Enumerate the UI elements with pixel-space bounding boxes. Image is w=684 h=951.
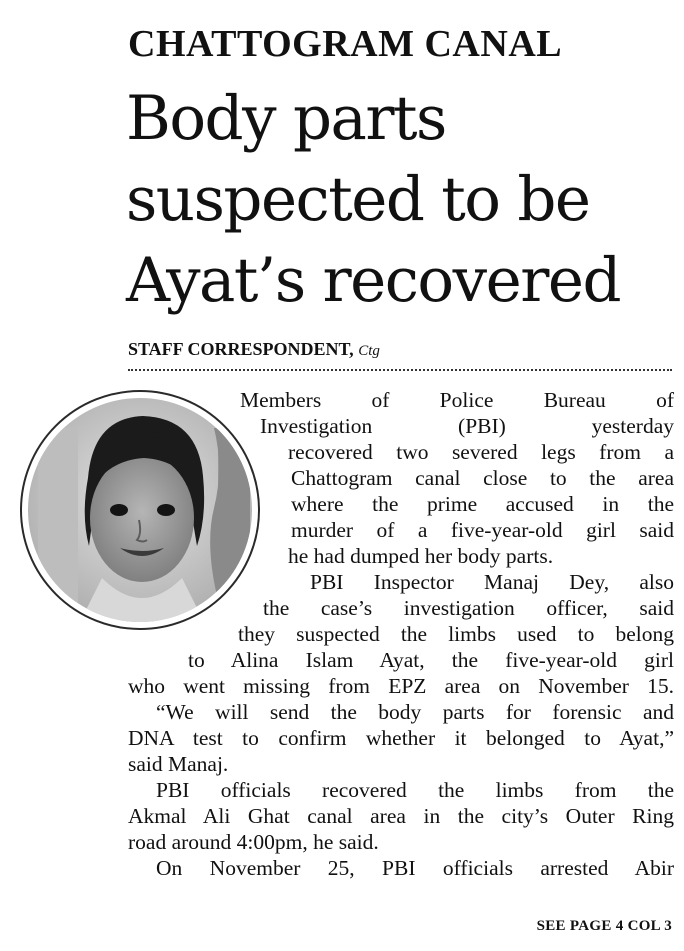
body-line: PBI Inspector Manaj Dey, also: [310, 570, 674, 594]
body-line: who went missing from EPZ area on November 15.: [128, 674, 674, 698]
body-line: “We will send the body parts for forensic and: [156, 700, 674, 724]
article-body: [128, 387, 674, 881]
body-line: where the prime accused in the: [291, 492, 674, 516]
body-line: Akmal Ali Ghat canal area in the city’s Outer Ring: [128, 804, 674, 828]
byline: [128, 339, 380, 361]
body-line: he had dumped her body parts.: [288, 544, 554, 568]
continuation-jump: SEE PAGE 4 COL 3: [536, 918, 672, 934]
body-line: they suspected the limbs used to belong: [238, 622, 674, 646]
body-line: Members of Police Bureau of: [240, 388, 674, 412]
body-line: said Manaj.: [128, 752, 229, 776]
body-line: Chattogram canal close to the area: [291, 466, 674, 490]
body-line: murder of a five-year-old girl said: [291, 518, 674, 542]
body-line: PBI officials recovered the limbs from the: [156, 778, 674, 802]
body-line: road around 4:00pm, he said.: [128, 830, 379, 854]
byline-location: Ctg: [358, 343, 380, 359]
body-line: DNA test to confirm whether it belonged to Ayat,”: [128, 726, 674, 750]
byline-name: STAFF CORRESPONDENT,: [128, 339, 354, 359]
body-line: recovered two severed legs from a: [288, 440, 674, 464]
body-line: to Alina Islam Ayat, the five-year-old girl: [188, 648, 674, 672]
headline: Body parts suspected to be Ayat’s recovered: [126, 83, 621, 316]
kicker: CHATTOGRAM CANAL: [128, 23, 563, 65]
body-line: Investigation (PBI) yesterday: [260, 414, 674, 438]
body-line: the case’s investigation officer, said: [263, 596, 674, 620]
body-line: On November 25, PBI officials arrested Abir: [156, 856, 674, 880]
dotted-divider: [128, 369, 672, 371]
